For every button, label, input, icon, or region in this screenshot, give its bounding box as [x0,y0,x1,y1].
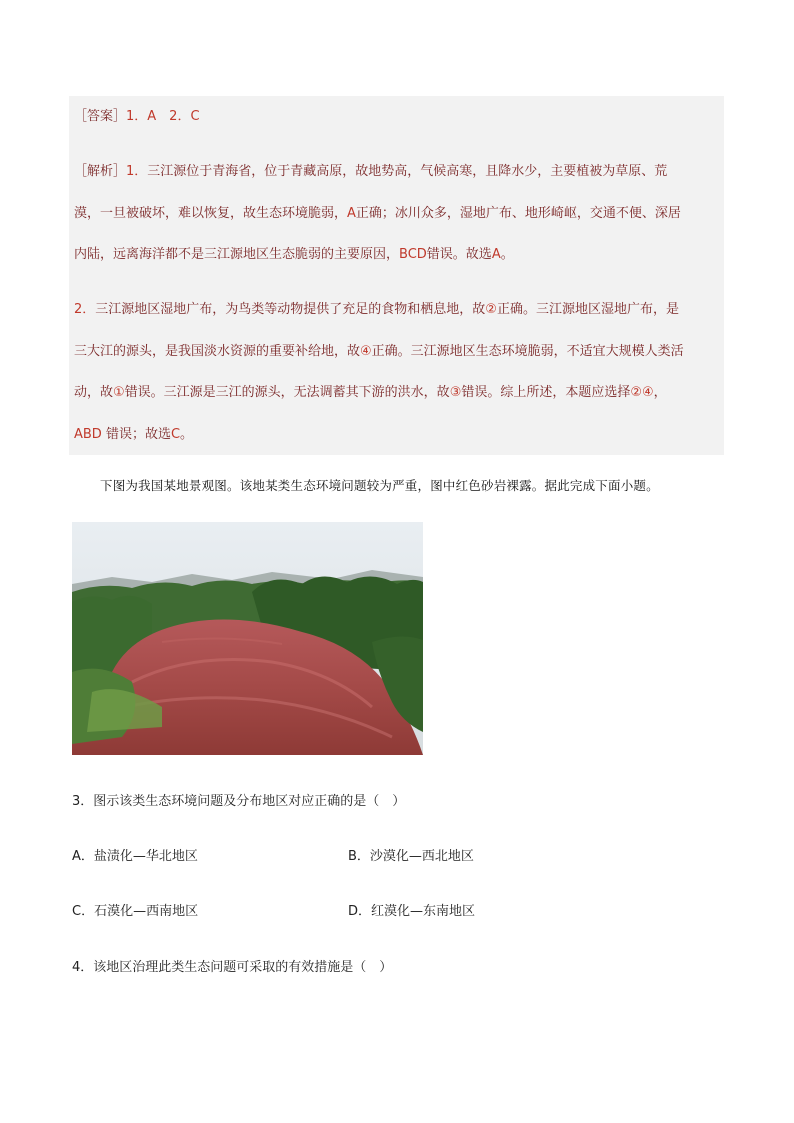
analysis-line-7 [74,426,193,444]
analysis-highlight: ②④ [630,385,654,400]
answer-line [74,108,200,126]
q3-option-a: A．盐渍化—华北地区 [72,849,198,864]
analysis-highlight: BCD [399,247,427,262]
analysis-line-3 [74,246,514,264]
analysis-text: 漠，一旦被破坏，难以恢复，故生态环境脆弱， [74,206,348,221]
analysis-text: 内陆，远离海洋都不是三江源地区生态脆弱的主要原因， [74,247,400,262]
analysis-text: 。 [500,247,514,262]
analysis-highlight: A [347,206,356,221]
landscape-photo [72,522,423,755]
analysis-text: 正确；冰川众多，湿地广布、地形崎岖，交通不便、深居 [355,206,681,221]
analysis-line-5 [74,343,684,361]
analysis-text: 正确。三江源地区生态环境脆弱，不适宜大规模人类活 [371,344,684,359]
analysis-line-2 [74,205,681,223]
analysis-highlight: ④ [360,344,372,359]
analysis-text: 错误。综上所述，本题应选择 [461,385,631,400]
intro-text: 下图为我国某地景观图。该地某类生态环境问题较为严重，图中红色砂岩裸露。据此完成下面小题。 [100,478,659,493]
analysis-highlight: ① [113,385,125,400]
answer-box [69,96,724,455]
analysis-text: 错误；故选 [101,427,171,442]
analysis-label: ［解析］ [74,164,127,179]
analysis-highlight: 2． [74,302,96,317]
answer-label: ［答案］ [74,109,127,124]
answer-text: 1．A 2．C [126,109,200,124]
analysis-text: 三江源地区湿地广布，为鸟类等动物提供了充足的食物和栖息地，故 [95,302,486,317]
analysis-line-4 [74,301,679,319]
analysis-line-1 [74,163,667,181]
analysis-text: 错误。故选 [426,247,492,262]
analysis-highlight: C [170,427,181,442]
question-3-stem: 3．图示该类生态环境问题及分布地区对应正确的是（ ） [72,794,406,809]
analysis-text: 。 [180,427,194,442]
analysis-highlight: ② [485,302,497,317]
q3-option-d: D．红漠化—东南地区 [348,904,476,919]
analysis-text: 错误。三江源是三江的源头，无法调蓄其下游的洪水，故 [124,385,450,400]
analysis-line-6 [74,384,667,402]
analysis-text: 动，故 [74,385,114,400]
analysis-text: 三大江的源头，是我国淡水资源的重要补给地，故 [74,344,361,359]
question-4-stem: 4．该地区治理此类生态问题可采取的有效措施是（ ） [72,960,393,975]
analysis-highlight: ③ [449,385,462,400]
q3-option-c: C．石漠化—西南地区 [72,904,199,919]
analysis-text-1: 三江源位于青海省，位于青藏高原，故地势高，气候高寒，且降水少，主要植被为草原、荒 [147,164,668,179]
analysis-highlight: ABD [74,427,102,442]
analysis-highlight: A [491,247,501,262]
analysis-text: ， [653,385,667,400]
q3-option-b: B．沙漠化—西北地区 [348,849,474,864]
analysis-text: 正确。三江源地区湿地广布，是 [496,302,679,317]
analysis-num-1: 1． [126,164,148,179]
